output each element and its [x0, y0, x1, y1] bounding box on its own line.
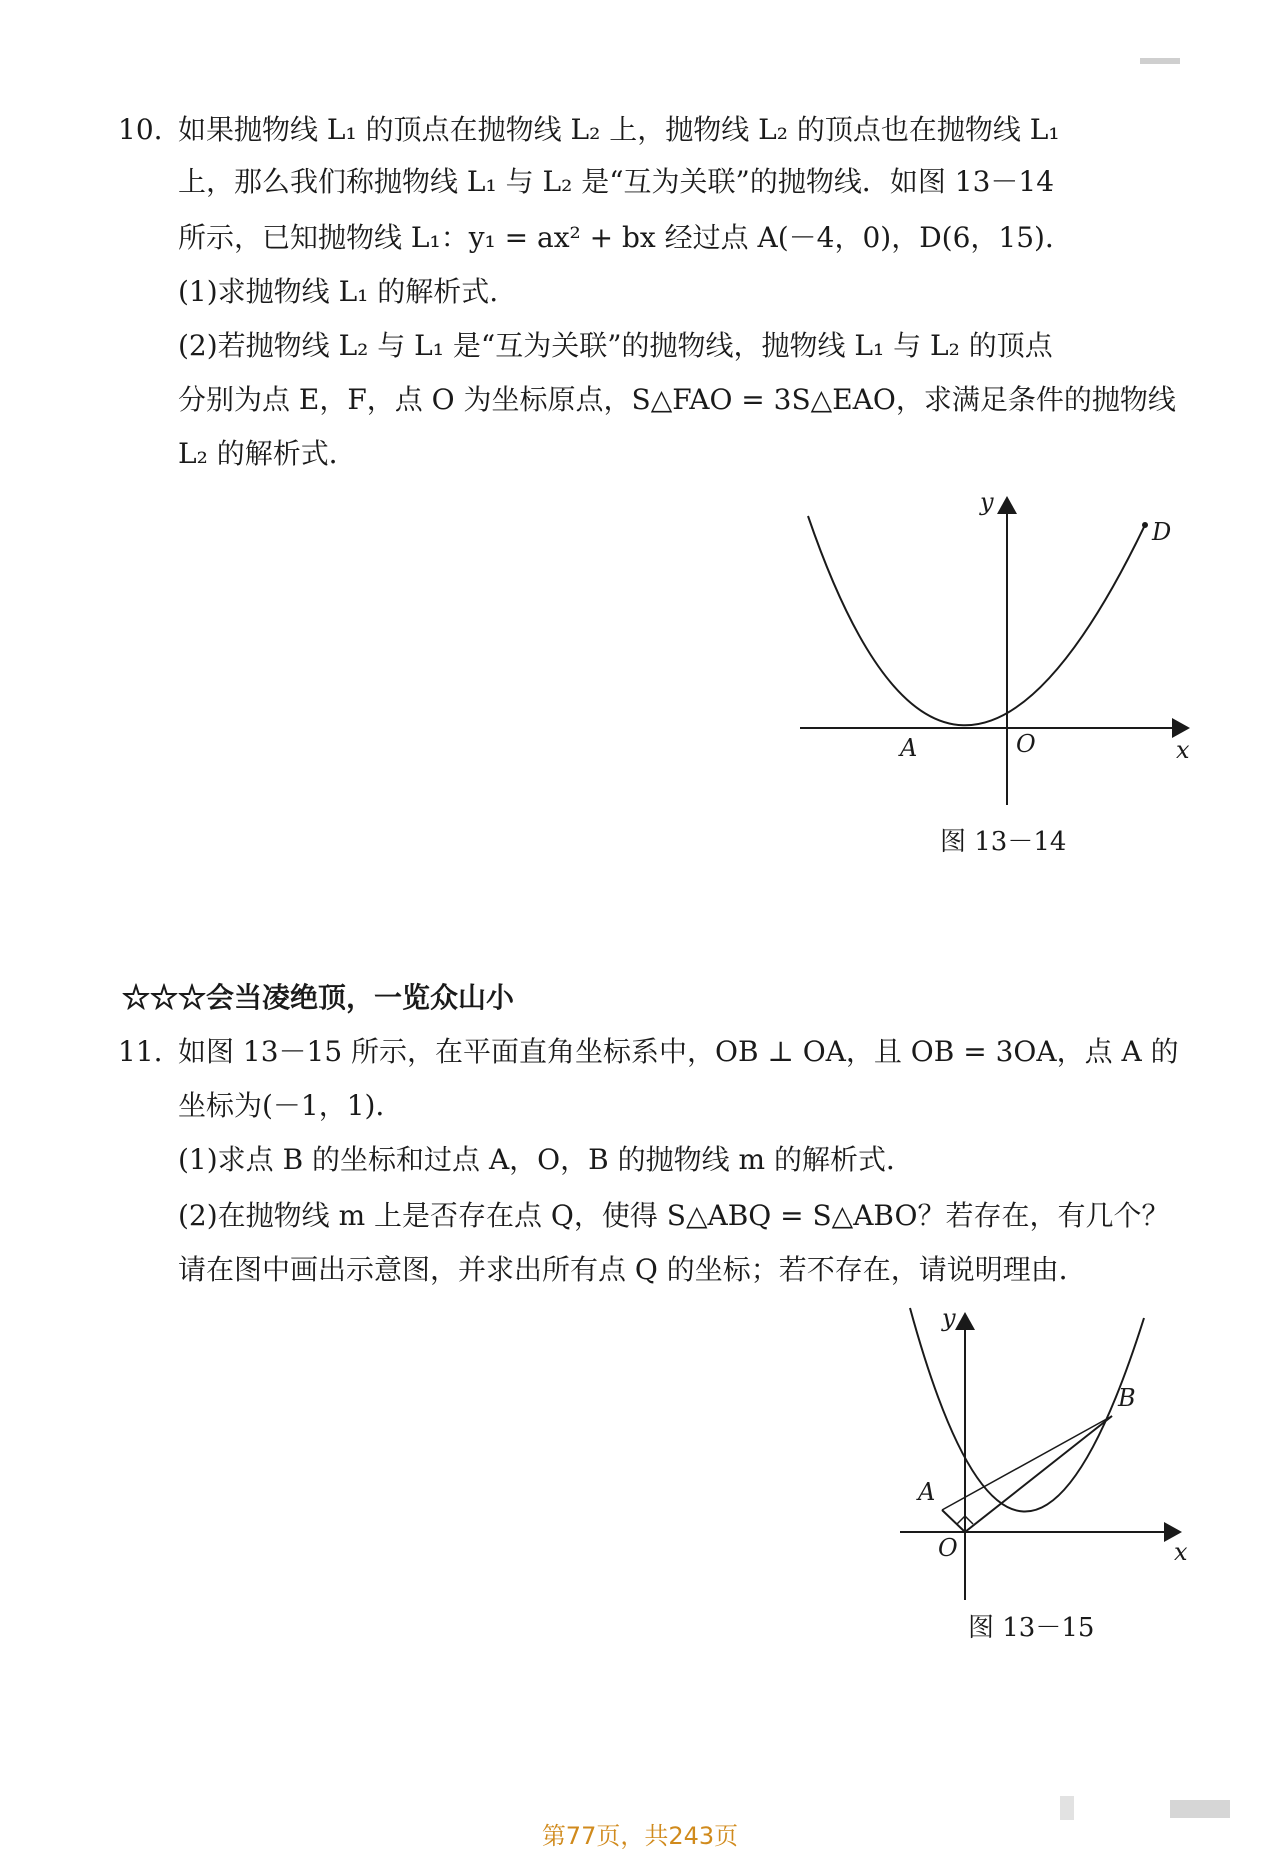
label-y: y — [942, 1304, 956, 1332]
problem-10-part-2-line-1: (2)若抛物线 L₂ 与 L₁ 是“互为关联”的抛物线，抛物线 L₁ 与 L₂ 的顶点 — [178, 329, 1053, 362]
label-a: A — [900, 734, 918, 762]
label-y: y — [980, 488, 994, 516]
parabola-m — [910, 1308, 1144, 1512]
segment-ob — [965, 1416, 1112, 1532]
problem-11-part-2-line-1: (2)在抛物线 m 上是否存在点 Q，使得 S△ABQ = S△ABO？若存在，有几个？ — [178, 1199, 1170, 1232]
label-o: O — [1016, 730, 1036, 758]
label-x: x — [1176, 736, 1190, 764]
label-a: A — [918, 1478, 936, 1506]
label-b: B — [1118, 1384, 1136, 1412]
figure-13-14 — [780, 480, 1220, 820]
problem-10-line-1: 如果抛物线 L₁ 的顶点在抛物线 L₂ 上，抛物线 L₂ 的顶点也在抛物线 L₁ — [178, 113, 1060, 146]
figure-13-15-caption: 图 13－15 — [968, 1613, 1095, 1643]
problem-10-number: 10. — [118, 113, 163, 146]
problem-10-part-1: (1)求抛物线 L₁ 的解析式. — [178, 275, 499, 308]
segment-oa — [942, 1510, 965, 1532]
problem-11-part-2-line-2: 请在图中画出示意图，并求出所有点 Q 的坐标；若不存在，请说明理由． — [178, 1253, 1087, 1286]
label-d: D — [1152, 518, 1172, 546]
problem-10-line-3: 所示，已知抛物线 L₁：y₁ = ax² + bx 经过点 A(－4，0)，D(6，15)． — [178, 221, 1073, 254]
point-d — [1142, 522, 1148, 528]
label-x: x — [1174, 1538, 1188, 1566]
figure-13-15 — [880, 1300, 1210, 1610]
problem-10-part-2-line-2: 分别为点 E，F，点 O 为坐标原点，S△FAO = 3S△EAO，求满足条件的抛物线 — [178, 383, 1176, 416]
problem-10-line-2: 上，那么我们称抛物线 L₁ 与 L₂ 是“互为关联”的抛物线．如图 13－14 — [178, 165, 1055, 198]
parabola-l1 — [808, 516, 1145, 725]
problem-11-number: 11. — [118, 1035, 163, 1068]
problem-11-line-1: 如图 13－15 所示，在平面直角坐标系中，OB ⊥ OA，且 OB = 3OA，点 A 的 — [178, 1035, 1179, 1068]
problem-10-part-2-line-3: L₂ 的解析式． — [178, 437, 357, 470]
figure-13-14-caption: 图 13－14 — [940, 827, 1067, 857]
label-o: O — [938, 1534, 958, 1562]
page-indicator: 第77页，共243页 — [541, 1822, 739, 1850]
problem-11-line-2: 坐标为(－1，1)． — [178, 1089, 404, 1122]
problem-11-part-1: (1)求点 B 的坐标和过点 A，O，B 的抛物线 m 的解析式． — [178, 1143, 914, 1176]
section-heading: ☆☆☆会当凌绝顶，一览众山小 — [122, 981, 515, 1014]
scan-mark-top — [1140, 58, 1180, 64]
